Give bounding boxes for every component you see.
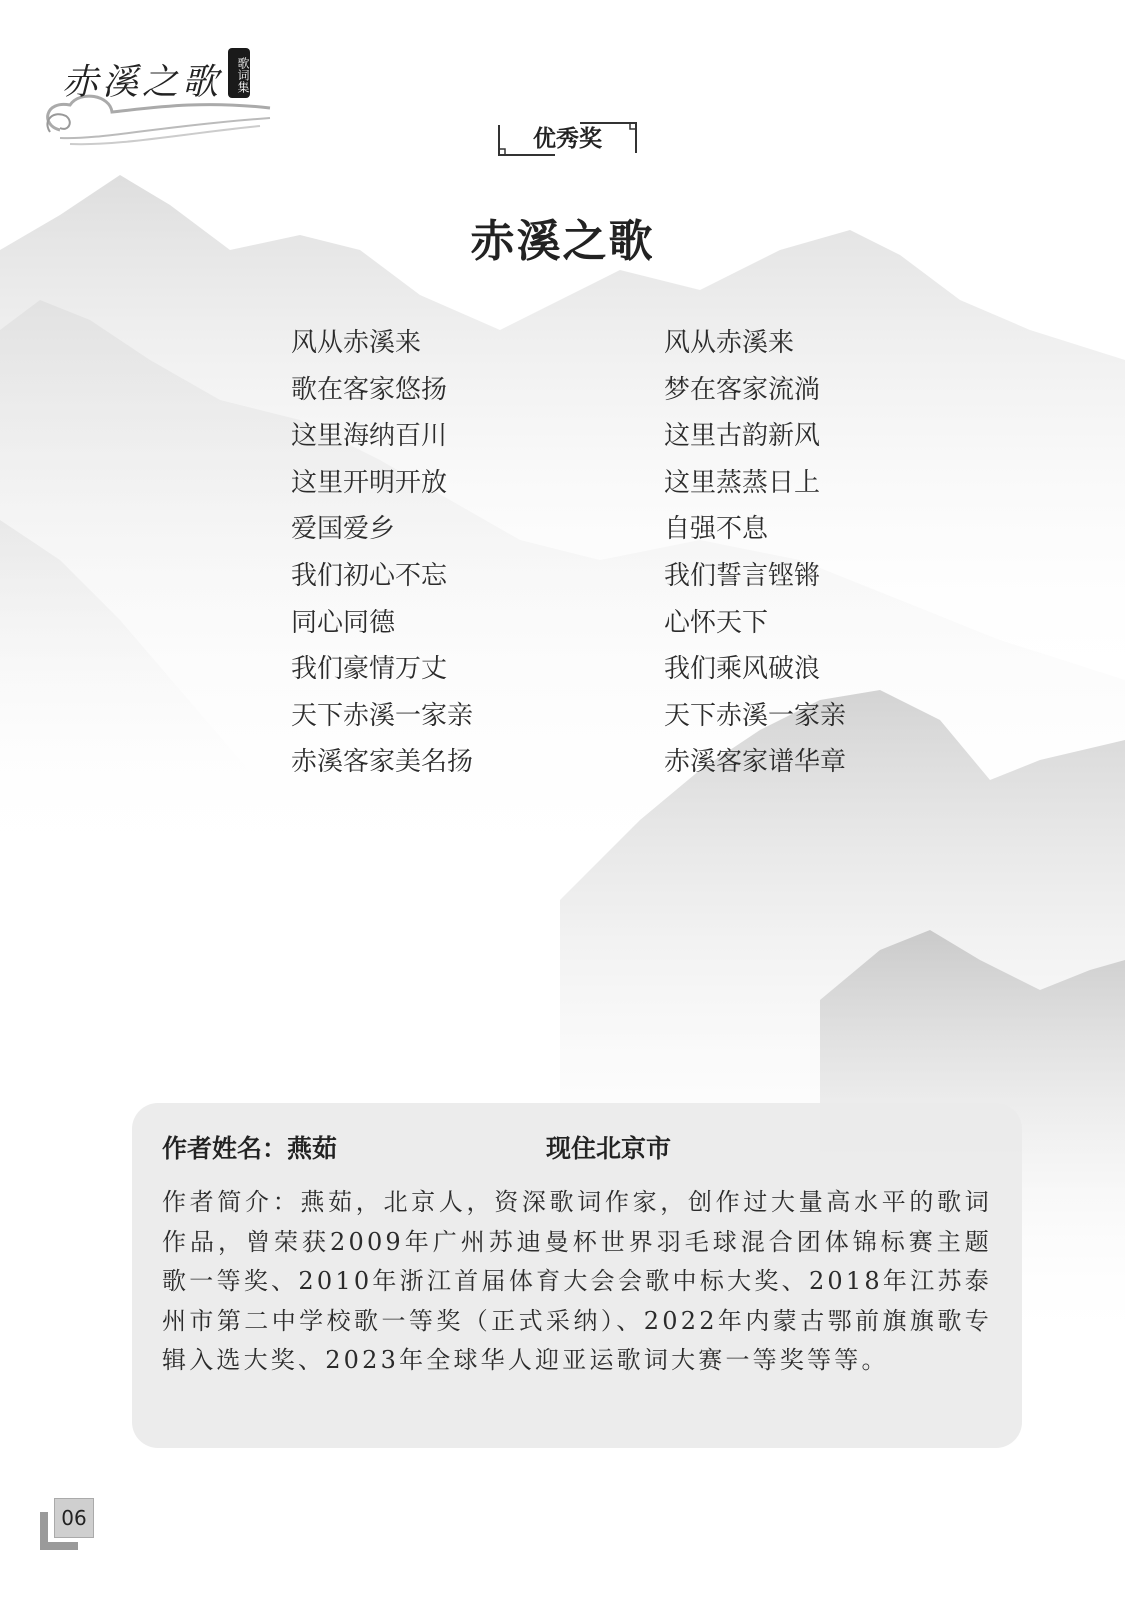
author-name: 作者姓名：燕茹: [162, 1134, 338, 1163]
lyric-line: 梦在客家流淌: [664, 374, 821, 405]
lyric-line: 天下赤溪一家亲: [291, 700, 474, 731]
lyric-line: 我们初心不忘: [291, 560, 448, 591]
lyric-line: 风从赤溪来: [291, 328, 422, 358]
lyric-line: 这里蒸蒸日上: [664, 467, 821, 498]
lyric-line: 天下赤溪一家亲: [664, 700, 847, 731]
lyric-line: 我们誓言铿锵: [664, 560, 821, 591]
song-title: 赤溪之歌: [470, 216, 655, 267]
lyric-line: 这里海纳百川: [291, 421, 448, 452]
lyric-line: 自强不息: [664, 514, 769, 545]
lyrics-right-column: [664, 320, 846, 786]
page-corner-decoration: [40, 1542, 78, 1550]
award-label: 优秀奖: [533, 126, 602, 152]
page-number: [40, 1498, 92, 1550]
lyric-line: 这里开明开放: [291, 467, 448, 498]
award-badge: [495, 119, 640, 159]
lyric-line: 爱国爱乡: [291, 514, 396, 545]
header-logo: [40, 40, 300, 140]
lyric-line: 我们豪情万丈: [291, 654, 448, 685]
logo-text: 赤溪之歌: [62, 62, 223, 103]
author-bio: 作者简介：燕茹，北京人，资深歌词作家，创作过大量高水平的歌词作品，曾荣获2009年广州苏迪曼杯世界羽毛球混合团体锦标赛主题歌一等奖、2010年浙江首届体育大会会歌中标大奖、2018年江苏泰州市第二中学校歌一等奖（正式采纳）、2022年内蒙古鄂前旗旗歌专辑入选大奖、2023年全球华人迎亚运歌词大赛一等奖等等。: [162, 1188, 992, 1374]
lyric-line: 歌在客家悠扬: [291, 374, 448, 405]
author-info-box: [132, 1103, 1022, 1448]
lyric-line: 赤溪客家美名扬: [291, 747, 474, 778]
page-number-label: 06: [54, 1498, 94, 1538]
lyric-line: 我们乘风破浪: [664, 654, 821, 685]
lyrics-left-column: [291, 320, 473, 786]
lyric-line: 同心同德: [291, 607, 396, 638]
logo-tag: 歌词集: [228, 48, 250, 98]
author-location: 现住北京市: [546, 1134, 672, 1163]
lyric-line: 这里古韵新风: [664, 421, 821, 452]
lyric-line: 赤溪客家谱华章: [664, 747, 847, 778]
lyric-line: 心怀天下: [664, 607, 769, 638]
lyric-line: 风从赤溪来: [664, 328, 795, 358]
